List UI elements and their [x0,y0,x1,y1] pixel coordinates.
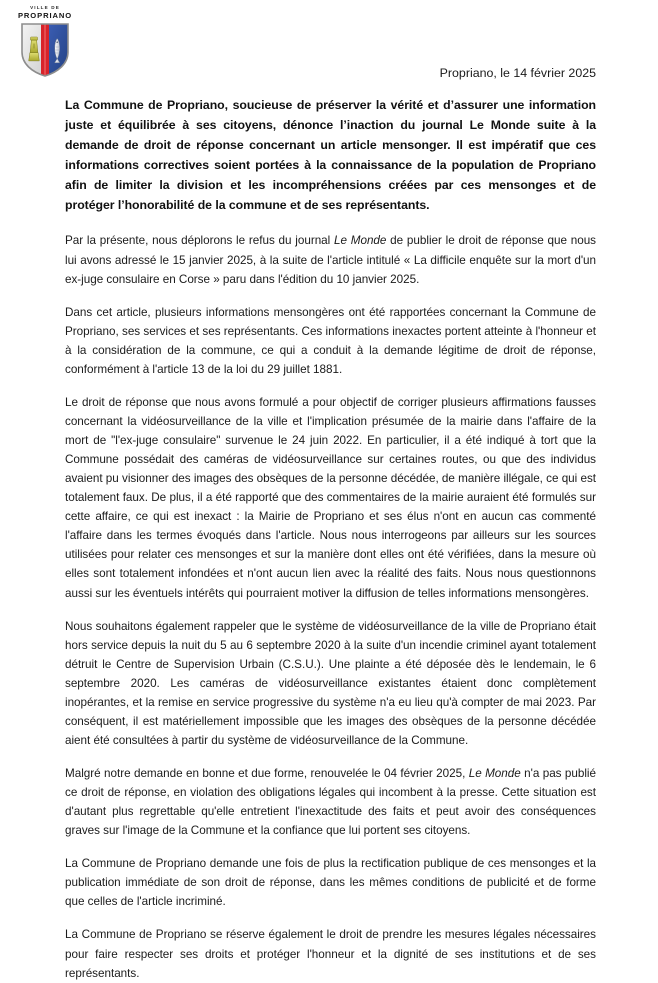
logo-line-ville-de: VILLE DE [30,5,60,10]
publication-name: Le Monde [334,234,387,248]
logo-line-propriano: PROPRIANO [17,11,73,21]
paragraph-list [65,231,596,982]
body-paragraph [65,303,596,379]
paragraph-text-run: Malgré notre demande en bonne et due forme, renouvelée le 04 février 2025, [65,767,469,780]
paragraph-text-run: Par la présente, nous déplorons le refus du journal [65,234,335,248]
paragraph-text-run: Le droit de réponse que nous avons formulé a pour objectif de corriger plusieurs affirmations fausses concernant la vidéosurveillance de la ville et l'implication présumée de la mairie dans l'affaire de la mort de "l'ex-juge consulaire" survenue le 24 juin 2022. En particulier, il a été indiqué à tort que la Commune possédait des caméras de vidéosurveillance sur certaines routes, ou que des individus avaient pu visionner des images des obsèques de la personne décédée, de manière illégale, ce qui est totalement faux. De plus, il a été rapporté que des commentaires de la mairie auraient été formulés sur cette affaire, ce qui est inexact : la Mairie de Propriano et ses élus n'ont en aucun cas commenté l'affaire dans les termes évoqués dans l'article. Nous nous interrogeons par ailleurs sur les sources utilisées pour relater ces mensonges et sur la manière dont elles ont été vérifiées, dans la mesure où elles sont totalement infondées et n'ont aucun lien avec la réalité des faits. Nous nous questionnons aussi sur les éventuels intérêts qui pourraient motiver la diffusion de telles informations mensongères. [65,395,596,600]
dateline: Propriano, le 14 février 2025 [439,66,596,80]
propriano-logo [14,6,76,76]
paragraph-text-run: de publier le droit de réponse que nous lui avons adressé le 15 janvier 2025, à la suite de l'article intitulé « La difficile enquête sur la mort d'un ex-juge consulaire en Corse » paru dans l'édition du 10 janvier 2025. [65,234,596,286]
body-paragraph [65,925,596,982]
paragraph-text-run: La Commune de Propriano demande une fois de plus la rectification publique de ces mensonges et la publication immédiate de son droit de réponse, dans les mêmes conditions de publicité et de forme que celles de l'article incriminé. [65,857,596,909]
paragraph-text-run: Dans cet article, plusieurs informations mensongères ont été rapportées concernant la Commune de Propriano, ses services et ses représentants. Ces informations inexactes portent atteinte à l'honneur et à la considération de la commune, ce qui a conduit à la demande légitime de droit de réponse, conformément à l'article 13 de la loi du 29 juillet 1881. [65,305,596,376]
paragraph-text-run: La Commune de Propriano se réserve également le droit de prendre les mesures légales nécessaires pour faire respecter ses droits et protéger l'honneur et la dignité de ses institutions et de ses représentants. [65,928,596,980]
document-header [0,0,658,92]
body-paragraph [65,393,596,603]
body-paragraph [65,764,596,840]
document-body [65,96,596,983]
body-paragraph [65,854,596,911]
body-paragraph [65,231,596,288]
paragraph-text-run: n'a pas publié ce droit de réponse, en violation des obligations légales qui incombent à la presse. Cette situation est d'autant plus regrettable qu'elle entretient l'inexactitude des faits et peut avoir des conséquences graves sur l'image de la Commune et la confiance que lui portent ses citoyens. [65,767,596,838]
paragraph-text-run: Nous souhaitons également rappeler que le système de vidéosurveillance de la ville de Propriano était hors service depuis la nuit du 5 au 6 septembre 2020 à la suite d'un incendie criminel ayant totalement détruit le Centre de Supervision Urbain (C.S.U.). Une plainte a été déposée dès le lendemain, le 6 septembre 2020. Les caméras de vidéosurveillance existantes étaient donc complètement inopérantes, et la remise en service progressive du système n'a eu lieu qu'à compter de mai 2023. Par conséquent, il est matériellement impossible que les images des obsèques de la personne décédée aient été consultées à partir du système de vidéosurveillance de la Commune. [65,619,596,747]
publication-name: Le Monde [468,767,521,780]
lede-paragraph: La Commune de Propriano, soucieuse de préserver la vérité et d’assurer une information juste et équilibrée à ses citoyens, dénonce l’inaction du journal Le Monde suite à la demande de droit de réponse concernant un article mensonger. Il est impératif que ces informations correctives soient portées à la connaissance de la population de Propriano afin de limiter la division et les incompréhensions créées par ces mensonges et de protéger l’honorabilité de la commune et de ses représentants. [65,98,596,212]
body-paragraph [65,617,596,750]
coat-of-arms-icon [20,22,70,76]
